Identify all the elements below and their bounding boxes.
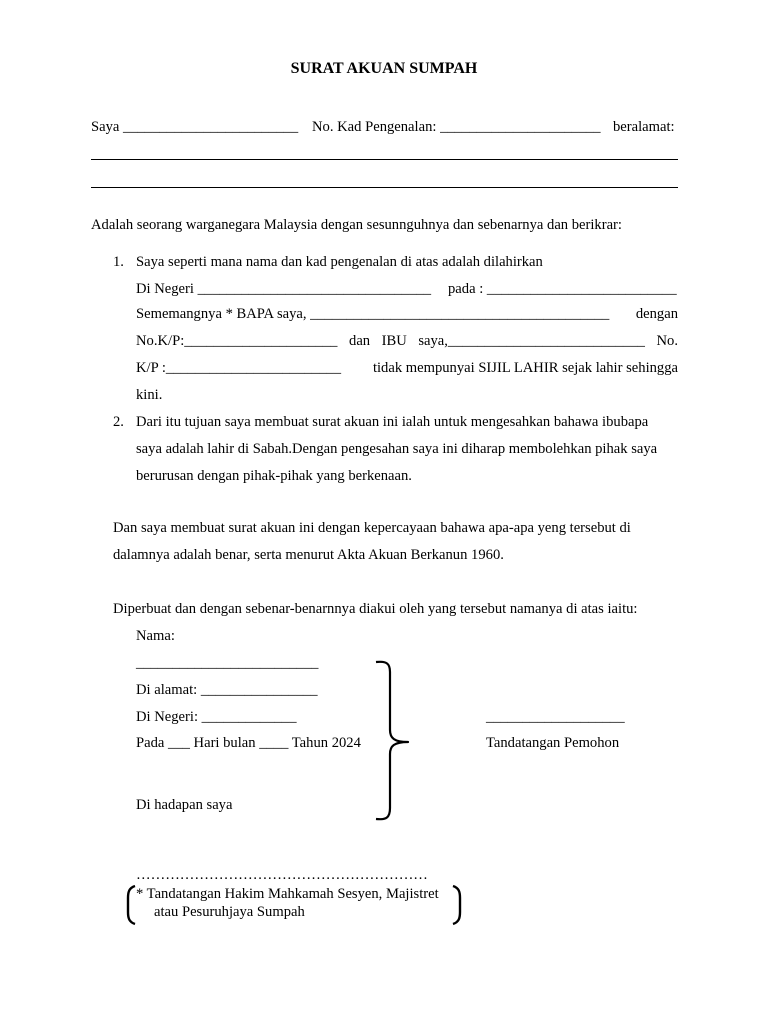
intro-saya: Saya ________________________ [91, 119, 299, 135]
item1-sijil: tidak mempunyai SIJIL LAHIR sejak lahir sehingga [372, 360, 678, 376]
item1-ibu: IBU [381, 333, 407, 349]
item1-dan: dan [349, 333, 371, 349]
item1-kini: kini. [136, 387, 163, 403]
closing-line2: dalamnya adalah benar, serta menurut Akta Akuan Berkanun 1960. [113, 547, 504, 563]
form-hadapan: Di hadapan saya [136, 797, 233, 813]
item2-number: 2. [113, 414, 124, 430]
item1-kp2: K/P :________________________ [136, 360, 341, 376]
item2-line2-text: saya adalah lahir di Sabah.Dengan pengesahan saya ini diharap membolehkan pihak saya [136, 441, 658, 457]
item1-bapa-row [136, 307, 678, 322]
judge-line2: atau Pesuruhjaya Sumpah [154, 904, 305, 920]
form-alamat: Di alamat: ________________ [136, 682, 318, 698]
item2-line1-text: Dari itu tujuan saya membuat surat akuan ini ialah untuk mengesahkan bahawa ibubapa [136, 414, 649, 430]
intro-kad-pengenalan: No. Kad Pengenalan: ______________________ [312, 119, 601, 135]
document-title: SURAT AKUAN SUMPAH [290, 60, 478, 77]
signature-line: ___________________ [486, 709, 625, 725]
form-nama-line: _________________________ [136, 655, 319, 671]
item1-ibu-saya: saya,___________________________ [418, 333, 645, 349]
item1-number: 1. [113, 254, 124, 270]
form-pada: Pada ___ Hari bulan ____ Tahun 2024 [136, 735, 361, 751]
item2-line3: berurusan dengan pihak-pihak yang berkenaan. [136, 468, 412, 484]
signature-label: Tandatangan Pemohon [486, 735, 620, 751]
form-nama: Nama: [136, 628, 175, 644]
form-negeri: Di Negeri: _____________ [136, 709, 297, 725]
item1-ibu-row [136, 334, 678, 349]
intro-beralamat: beralamat: [613, 119, 675, 135]
item1-kp: No.K/P:_____________________ [136, 333, 338, 349]
item1-kp-row [136, 361, 678, 376]
address-line-1 [91, 159, 678, 160]
item1-negeri: Di Negeri ________________________________ [136, 281, 432, 297]
item1-pada: pada : __________________________ [448, 281, 677, 297]
made-text: Diperbuat dan dengan sebenar-benarnnya diakui oleh yang tersebut namanya di atas iaitu: [113, 601, 638, 617]
item1-no: No. [656, 333, 678, 349]
closing-line1-text: Dan saya membuat surat akuan ini dengan kepercayaan bahawa apa-apa yeng tersebut di [113, 520, 631, 536]
address-line-2 [91, 187, 678, 188]
item1-bapa: Sememangnya * BAPA saya, _________________________________________ [136, 306, 610, 322]
item2-line2 [136, 442, 678, 457]
curly-brace [370, 658, 420, 824]
declaration-text: Adalah seorang warganegara Malaysia dengan sesunnguhnya dan sebenarnya dan berikrar: [91, 217, 622, 233]
item1-dengan: dengan [635, 306, 678, 322]
item1-line1: Saya seperti mana nama dan kad pengenalan di atas adalah dilahirkan [136, 254, 543, 270]
right-parenthesis [450, 884, 462, 926]
closing-line1 [113, 521, 678, 536]
judge-dots: …………………………………………………… [136, 867, 428, 883]
item2-line1 [136, 415, 678, 430]
judge-line1: * Tandatangan Hakim Mahkamah Sesyen, Majistret [136, 886, 439, 902]
